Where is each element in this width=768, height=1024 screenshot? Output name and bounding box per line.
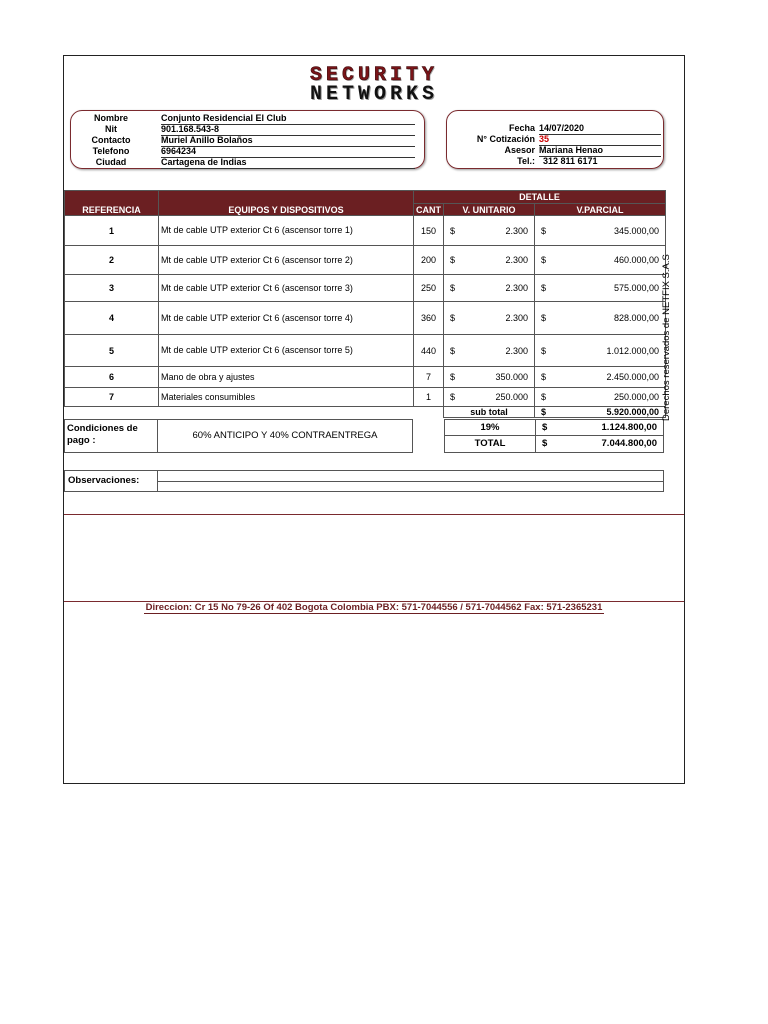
client-info-box xyxy=(70,110,425,169)
row-unit: 2.300 xyxy=(505,313,528,323)
row-partial-cell xyxy=(535,302,666,335)
row-desc: Mt de cable UTP exterior Ct 6 (ascensor torre 4) xyxy=(159,302,414,335)
brand-logo-security: SECURITY xyxy=(309,64,438,87)
row-unit: 2.300 xyxy=(505,255,528,265)
tel-label: Tel.: xyxy=(517,156,535,166)
currency-sign: $ xyxy=(450,372,456,382)
footer-address-text: Direccion: Cr 15 No 79-26 Of 402 Bogota Colombia PBX: 571-7044556 / 571-7044562 Fax: 571-2365231 xyxy=(145,602,603,613)
table-row xyxy=(65,388,666,407)
total-cell xyxy=(536,436,663,452)
row-desc: Mt de cable UTP exterior Ct 6 (ascensor torre 1) xyxy=(159,216,414,246)
cotizacion-label: N° Cotización xyxy=(476,134,535,144)
row-partial-cell xyxy=(535,216,666,246)
contacto-label: Contacto xyxy=(91,135,131,145)
row-qty: 440 xyxy=(414,335,444,367)
ciudad-label: Ciudad xyxy=(95,157,127,167)
row-unit: 2.300 xyxy=(505,345,528,356)
row-desc: Mt de cable UTP exterior Ct 6 (ascensor torre 3) xyxy=(159,275,414,302)
row-qty: 150 xyxy=(414,216,444,246)
row-ref: 7 xyxy=(65,388,159,407)
row-qty: 200 xyxy=(414,246,444,275)
subtotal-cell xyxy=(535,407,666,418)
meta-row-asesor xyxy=(447,145,663,156)
row-ref: 6 xyxy=(65,367,159,388)
row-partial: 460.000,00 xyxy=(613,255,660,265)
row-ref: 5 xyxy=(65,335,159,367)
row-qty: 7 xyxy=(414,367,444,388)
currency-sign: $ xyxy=(541,283,547,293)
iva-label: 19% xyxy=(445,420,536,436)
client-row-nit xyxy=(71,124,424,135)
currency-sign: $ xyxy=(450,392,456,402)
currency-sign: $ xyxy=(541,313,547,323)
currency-sign: $ xyxy=(541,372,547,382)
row-unit-cell xyxy=(444,302,535,335)
asesor-label: Asesor xyxy=(504,145,535,155)
row-ref: 2 xyxy=(65,246,159,275)
currency-sign: $ xyxy=(450,345,456,356)
header-parcial: V.PARCIAL xyxy=(535,204,666,216)
currency-sign: $ xyxy=(450,225,456,236)
row-unit-cell xyxy=(444,367,535,388)
row-qty: 1 xyxy=(414,388,444,407)
row-unit: 2.300 xyxy=(505,283,528,293)
telefono-value: 6964234 xyxy=(161,146,415,158)
currency-sign: $ xyxy=(450,255,456,265)
iva-value: 1.124.800,00 xyxy=(601,422,657,433)
client-row-contacto xyxy=(71,135,424,146)
rights-reserved-note: Derechos reservados de NETFIX S.A.S xyxy=(661,254,672,421)
row-qty: 250 xyxy=(414,275,444,302)
observaciones-field xyxy=(157,470,664,492)
header-detalle: DETALLE xyxy=(414,191,666,204)
row-desc: Materiales consumibles xyxy=(159,388,414,407)
currency-sign: $ xyxy=(542,438,548,449)
row-qty: 360 xyxy=(414,302,444,335)
row-partial: 828.000,00 xyxy=(613,313,660,323)
fecha-label: Fecha xyxy=(508,123,535,133)
subtotal-row xyxy=(65,407,666,418)
subtotal-label: sub total xyxy=(444,407,535,418)
header-unitario: V. UNITARIO xyxy=(444,204,535,216)
table-header-row-1 xyxy=(65,191,666,204)
row-partial-cell xyxy=(535,246,666,275)
table-row xyxy=(65,302,666,335)
quotation-sheet xyxy=(63,55,685,784)
fecha-value: 14/07/2020 xyxy=(539,123,661,135)
row-partial-cell xyxy=(535,275,666,302)
currency-sign: $ xyxy=(541,345,547,356)
meta-row-fecha xyxy=(447,123,663,134)
items-table xyxy=(64,190,666,418)
row-unit: 2.300 xyxy=(505,225,528,236)
currency-sign: $ xyxy=(541,392,547,402)
asesor-value: Mariana Henao xyxy=(539,145,661,157)
observaciones-label: Observaciones: xyxy=(64,470,157,492)
meta-row-cotizacion xyxy=(447,134,663,145)
row-partial: 575.000,00 xyxy=(613,283,660,293)
nombre-value: Conjunto Residencial El Club xyxy=(161,113,415,125)
footer-address xyxy=(64,602,684,613)
currency-sign: $ xyxy=(450,313,456,323)
client-row-telefono xyxy=(71,146,424,157)
cotizacion-value: 35 xyxy=(539,134,661,146)
condiciones-label: Condiciones de pago : xyxy=(64,419,157,453)
row-unit-cell xyxy=(444,335,535,367)
row-partial-cell xyxy=(535,335,666,367)
table-row xyxy=(65,246,666,275)
quote-info-box xyxy=(446,110,664,169)
client-row-nombre xyxy=(71,113,424,124)
row-unit-cell xyxy=(444,216,535,246)
row-desc: Mano de obra y ajustes xyxy=(159,367,414,388)
row-ref: 3 xyxy=(65,275,159,302)
currency-sign: $ xyxy=(542,422,548,433)
currency-sign: $ xyxy=(450,283,456,293)
nit-value: 901.168.543-8 xyxy=(161,124,415,136)
table-row xyxy=(65,275,666,302)
telefono-label: Telefono xyxy=(92,146,130,156)
row-unit: 350.000 xyxy=(495,372,528,382)
client-row-ciudad xyxy=(71,157,424,168)
row-unit-cell xyxy=(444,246,535,275)
currency-sign: $ xyxy=(541,225,547,236)
currency-sign: $ xyxy=(541,407,547,417)
header-cant: CANT xyxy=(414,204,444,216)
header-equipos: EQUIPOS Y DISPOSITIVOS xyxy=(159,191,414,216)
total-value: 7.044.800,00 xyxy=(601,438,657,449)
nombre-label: Nombre xyxy=(93,113,128,123)
row-partial-cell xyxy=(535,388,666,407)
table-row xyxy=(65,367,666,388)
tel-value: 312 811 6171 xyxy=(543,156,598,166)
iva-cell xyxy=(536,420,663,436)
table-row xyxy=(65,335,666,367)
row-unit-cell xyxy=(444,275,535,302)
row-ref: 4 xyxy=(65,302,159,335)
header-referencia: REFERENCIA xyxy=(65,191,159,216)
separator-top xyxy=(64,514,684,515)
brand-logo-networks: NETWORKS xyxy=(309,83,438,106)
row-partial: 2.450.000,00 xyxy=(606,372,660,382)
row-partial: 250.000,00 xyxy=(613,392,660,402)
contacto-value: Muriel Anillo Bolaños xyxy=(161,135,415,147)
row-ref: 1 xyxy=(65,216,159,246)
row-unit: 250.000 xyxy=(495,392,528,402)
ciudad-value: Cartagena de Indias xyxy=(161,157,415,169)
row-partial: 1.012.000,00 xyxy=(606,345,660,356)
subtotal-value: 5.920.000,00 xyxy=(606,407,660,417)
condiciones-value: 60% ANTICIPO Y 40% CONTRAENTREGA xyxy=(157,419,413,453)
currency-sign: $ xyxy=(541,255,547,265)
row-desc: Mt de cable UTP exterior Ct 6 (ascensor torre 5) xyxy=(159,335,414,367)
row-partial: 345.000,00 xyxy=(613,225,660,236)
totals-box xyxy=(444,419,664,453)
row-unit-cell xyxy=(444,388,535,407)
row-partial-cell xyxy=(535,367,666,388)
total-label: TOTAL xyxy=(445,436,536,452)
nit-label: Nit xyxy=(105,124,117,134)
meta-row-tel xyxy=(447,156,663,167)
table-row xyxy=(65,216,666,246)
row-desc: Mt de cable UTP exterior Ct 6 (ascensor torre 2) xyxy=(159,246,414,275)
